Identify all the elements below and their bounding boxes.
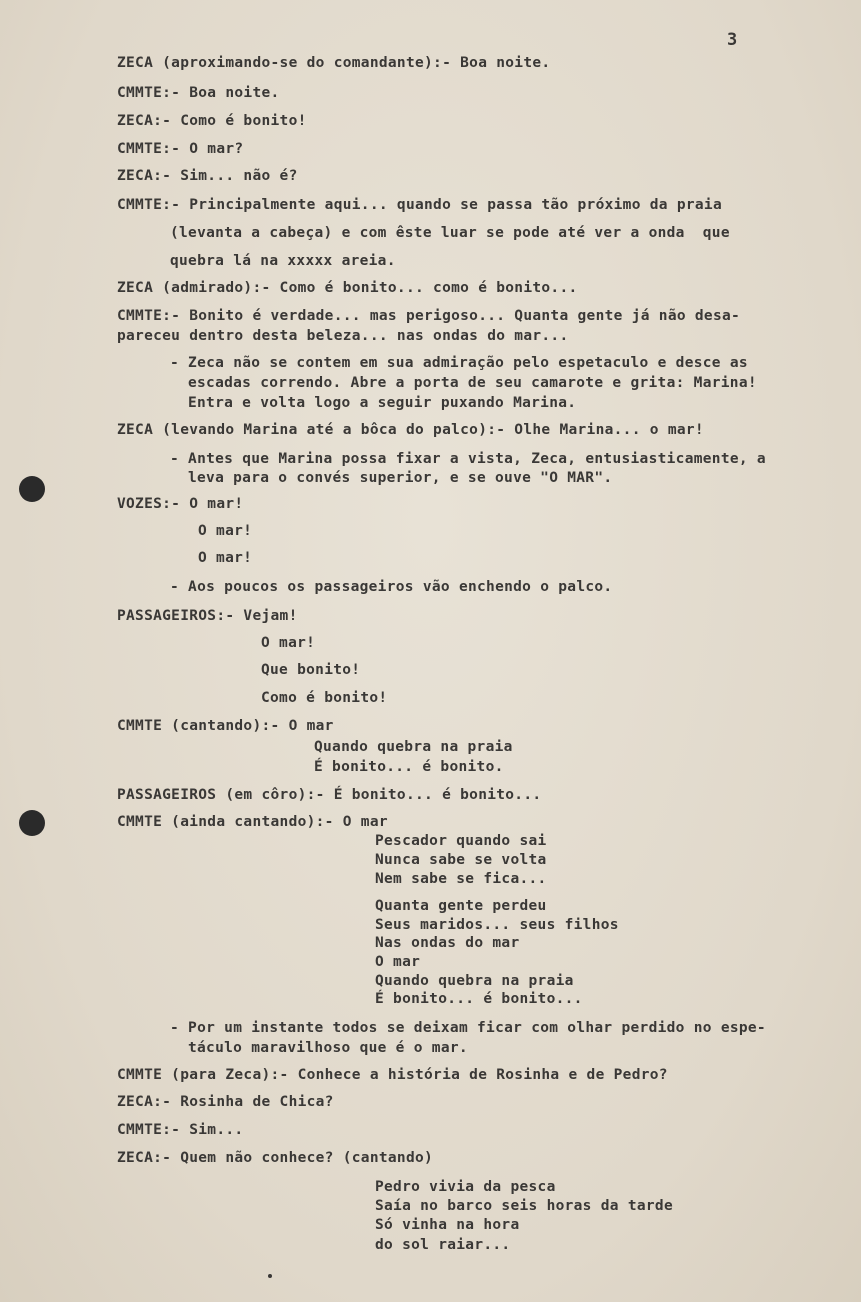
script-line: PASSAGEIROS (em côro):- É bonito... é bonito... xyxy=(117,787,542,803)
song-line: Quando quebra na praia xyxy=(314,739,513,755)
script-line: CMMTE (cantando):- O mar xyxy=(117,718,334,734)
script-line: ZECA:- Sim... não é? xyxy=(117,168,298,184)
script-line: ZECA (aproximando-se do comandante):- Boa noite. xyxy=(117,55,551,71)
script-line: CMMTE (ainda cantando):- O mar xyxy=(117,814,388,830)
binder-hole xyxy=(19,810,45,836)
stage-direction: - Aos poucos os passageiros vão enchendo o palco. xyxy=(170,579,613,595)
song-line: O mar xyxy=(375,954,421,970)
script-line: pareceu dentro desta beleza... nas ondas do mar... xyxy=(117,328,569,344)
script-line: Como é bonito! xyxy=(261,690,388,706)
script-line: PASSAGEIROS:- Vejam! xyxy=(117,608,298,624)
page-number: 3 xyxy=(727,30,738,50)
script-line: O mar! xyxy=(198,523,253,539)
song-line: É bonito... é bonito... xyxy=(375,991,583,1007)
song-line: Nas ondas do mar xyxy=(375,935,520,951)
script-line: O mar! xyxy=(198,550,253,566)
song-line: Nunca sabe se volta xyxy=(375,852,547,868)
stage-direction: - Antes que Marina possa fixar a vista, Zeca, entusiasticamente, a xyxy=(170,451,766,467)
song-line: É bonito... é bonito. xyxy=(314,759,504,775)
script-line: ZECA:- Quem não conhece? (cantando) xyxy=(117,1150,434,1166)
script-line: ZECA (levando Marina até a bôca do palco):- Olhe Marina... o mar! xyxy=(117,422,704,438)
song-line: Pescador quando sai xyxy=(375,833,547,849)
script-line: (levanta a cabeça) e com êste luar se pode até ver a onda que xyxy=(170,225,730,241)
song-line: Saía no barco seis horas da tarde xyxy=(375,1198,673,1214)
stage-direction: Entra e volta logo a seguir puxando Marina. xyxy=(188,395,577,411)
script-line: CMMTE:- Principalmente aqui... quando se passa tão próximo da praia xyxy=(117,197,722,213)
script-line: quebra lá na xxxxx areia. xyxy=(170,253,396,269)
song-line: do sol raiar... xyxy=(375,1237,511,1253)
script-line: ZECA (admirado):- Como é bonito... como é bonito... xyxy=(117,280,578,296)
stage-direction: leva para o convés superior, e se ouve "O MAR". xyxy=(188,470,613,486)
script-line: CMMTE (para Zeca):- Conhece a história de Rosinha e de Pedro? xyxy=(117,1067,668,1083)
song-line: Pedro vivia da pesca xyxy=(375,1179,556,1195)
stage-direction: - Por um instante todos se deixam ficar com olhar perdido no espe- xyxy=(170,1020,766,1036)
script-line: ZECA:- Rosinha de Chica? xyxy=(117,1094,334,1110)
stage-direction: - Zeca não se contem em sua admiração pelo espetaculo e desce as xyxy=(170,355,748,371)
song-line: Só vinha na hora xyxy=(375,1217,520,1233)
binder-hole xyxy=(19,476,45,502)
script-line: CMMTE:- Boa noite. xyxy=(117,85,280,101)
song-line: Seus maridos... seus filhos xyxy=(375,917,619,933)
script-line: Que bonito! xyxy=(261,662,361,678)
script-line: VOZES:- O mar! xyxy=(117,496,244,512)
stage-direction: táculo maravilhoso que é o mar. xyxy=(188,1040,468,1056)
stage-direction: escadas correndo. Abre a porta de seu camarote e grita: Marina! xyxy=(188,375,757,391)
script-line: CMMTE:- Sim... xyxy=(117,1122,244,1138)
script-line: ZECA:- Como é bonito! xyxy=(117,113,307,129)
song-line: Nem sabe se fica... xyxy=(375,871,547,887)
script-line: CMMTE:- Bonito é verdade... mas perigoso... Quanta gente já não desa- xyxy=(117,308,741,324)
song-line: Quanta gente perdeu xyxy=(375,898,547,914)
script-line: O mar! xyxy=(261,635,316,651)
ink-dot xyxy=(268,1274,272,1278)
song-line: Quando quebra na praia xyxy=(375,973,574,989)
script-line: CMMTE:- O mar? xyxy=(117,141,244,157)
